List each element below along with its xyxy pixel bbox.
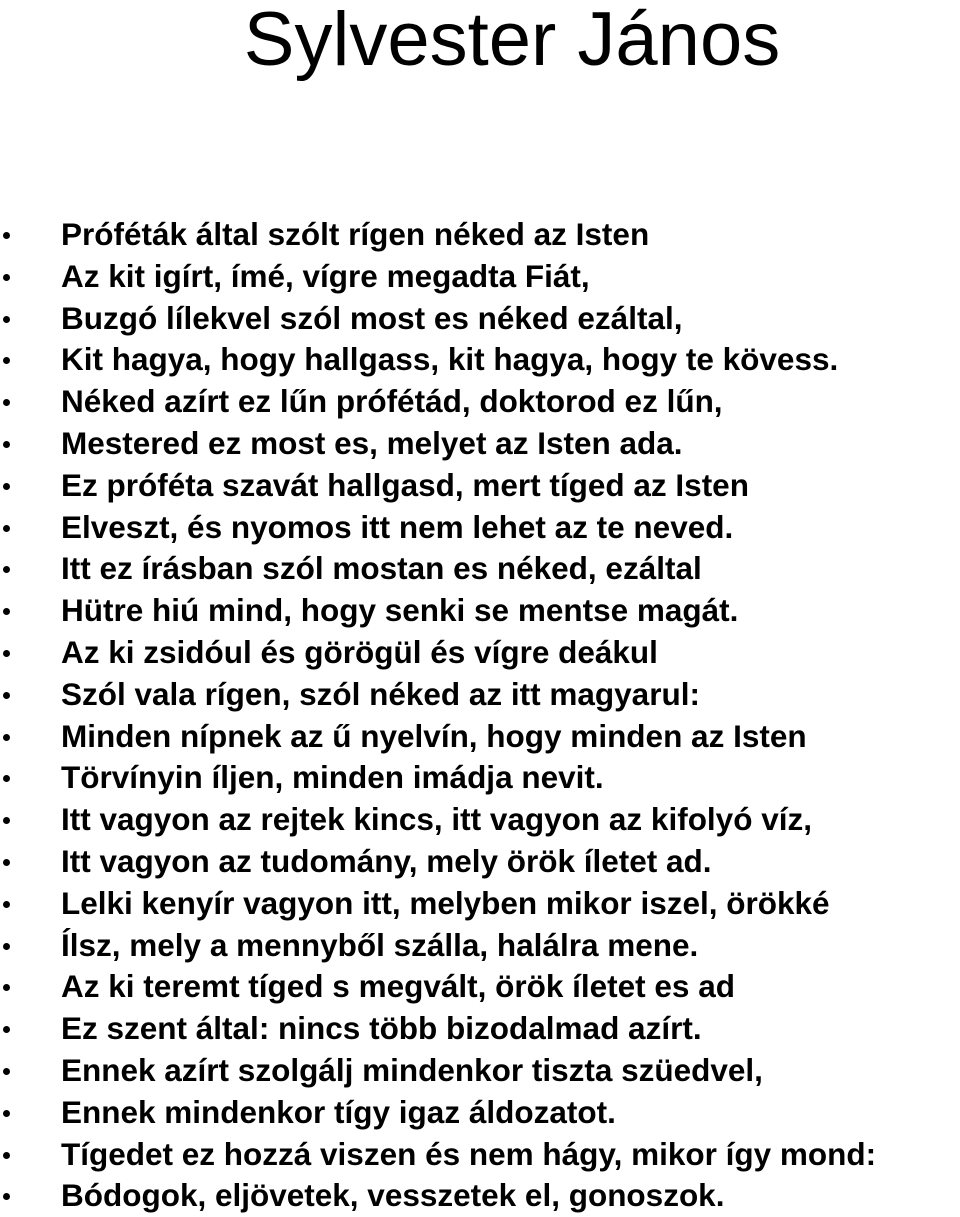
list-item <box>0 548 960 590</box>
poem-line-text: Ennek mindenkor tígy igaz áldozatot. <box>61 1093 616 1130</box>
list-item <box>0 841 960 883</box>
list-item <box>0 298 960 340</box>
list-item <box>0 1092 960 1134</box>
bullet-icon <box>3 984 10 991</box>
list-item <box>0 716 960 758</box>
bullet-icon <box>3 566 10 573</box>
list-item <box>0 1008 960 1050</box>
poem-line-text: Szól vala rígen, szól néked az itt magyarul: <box>61 675 700 712</box>
bullet-icon <box>3 608 10 615</box>
list-item <box>0 925 960 967</box>
list-item <box>0 256 960 298</box>
poem-line-text: Kit hagya, hogy hallgass, kit hagya, hogy te kövess. <box>61 341 839 378</box>
list-item <box>0 339 960 381</box>
bullet-icon <box>3 943 10 950</box>
list-item <box>0 674 960 716</box>
list-item <box>0 966 960 1008</box>
bullet-icon <box>3 483 10 490</box>
bullet-icon <box>3 441 10 448</box>
poem-line-text: Itt vagyon az tudomány, mely örök íletet ad. <box>61 842 712 879</box>
poem-line-text: Itt vagyon az rejtek kincs, itt vagyon az kifolyó víz, <box>61 801 812 838</box>
list-item <box>0 590 960 632</box>
bullet-icon <box>3 734 10 741</box>
list-item <box>0 214 960 256</box>
poem-line-text: Az kit igírt, ímé, vígre megadta Fiát, <box>61 257 590 294</box>
list-item <box>0 1050 960 1092</box>
poem-line-text: Mestered ez most es, melyet az Isten ada. <box>61 424 683 461</box>
poem-line-text: Ennek azírt szolgálj mindenkor tiszta szüedvel, <box>61 1051 763 1088</box>
list-item <box>0 883 960 925</box>
poem-line-text: Lelki kenyír vagyon itt, melyben mikor iszel, örökké <box>61 884 830 921</box>
poem-line-text: Törvínyin íljen, minden imádja nevit. <box>61 759 604 796</box>
list-item <box>0 507 960 549</box>
poem-line-text: Bódogok, eljövetek, vesszetek el, gonoszok. <box>61 1177 725 1214</box>
poem-line-text: Minden nípnek az ű nyelvín, hogy minden az Isten <box>61 717 807 754</box>
poem-line-text: Itt ez írásban szól mostan es néked, ezáltal <box>61 550 702 587</box>
list-item <box>0 465 960 507</box>
poem-line-text: Tígedet ez hozzá viszen és nem hágy, mikor így mond: <box>61 1135 877 1172</box>
list-item <box>0 423 960 465</box>
poem-list <box>0 214 960 1217</box>
poem-line-text: Elveszt, és nyomos itt nem lehet az te neved. <box>61 508 734 545</box>
poem-line-text: Ez próféta szavát hallgasd, mert tíged az Isten <box>61 466 749 503</box>
bullet-icon <box>3 357 10 364</box>
list-item <box>0 632 960 674</box>
bullet-icon <box>3 650 10 657</box>
bullet-icon <box>3 232 10 239</box>
poem-line-text: Az ki teremt tíged s megvált, örök íletet es ad <box>61 968 735 1005</box>
bullet-icon <box>3 274 10 281</box>
list-item <box>0 381 960 423</box>
bullet-icon <box>3 399 10 406</box>
bullet-icon <box>3 1152 10 1159</box>
page-title: Sylvester János <box>243 0 781 82</box>
list-item <box>0 1134 960 1176</box>
bullet-icon <box>3 525 10 532</box>
bullet-icon <box>3 1026 10 1033</box>
list-item <box>0 1175 960 1217</box>
poem-line-text: Buzgó lílekvel szól most es néked ezáltal, <box>61 299 683 336</box>
bullet-icon <box>3 901 10 908</box>
poem-line-text: Ez szent által: nincs több bizodalmad azírt. <box>61 1010 702 1047</box>
bullet-icon <box>3 859 10 866</box>
poem-line-text: Ílsz, mely a mennyből szálla, halálra mene. <box>61 926 699 963</box>
list-item <box>0 757 960 799</box>
bullet-icon <box>3 775 10 782</box>
poem-line-text: Néked azírt ez lűn prófétád, doktorod ez lűn, <box>61 383 723 420</box>
bullet-icon <box>3 1110 10 1117</box>
bullet-icon <box>3 1068 10 1075</box>
poem-line-text: Az ki zsidóul és görögül és vígre deákul <box>61 633 658 670</box>
bullet-icon <box>3 692 10 699</box>
poem-line-text: Próféták által szólt rígen néked az Isten <box>61 216 650 252</box>
poem-line-text: Hütre hiú mind, hogy senki se mentse magát. <box>61 592 739 629</box>
bullet-icon <box>3 1193 10 1200</box>
list-item <box>0 799 960 841</box>
bullet-icon <box>3 316 10 323</box>
bullet-icon <box>3 817 10 824</box>
